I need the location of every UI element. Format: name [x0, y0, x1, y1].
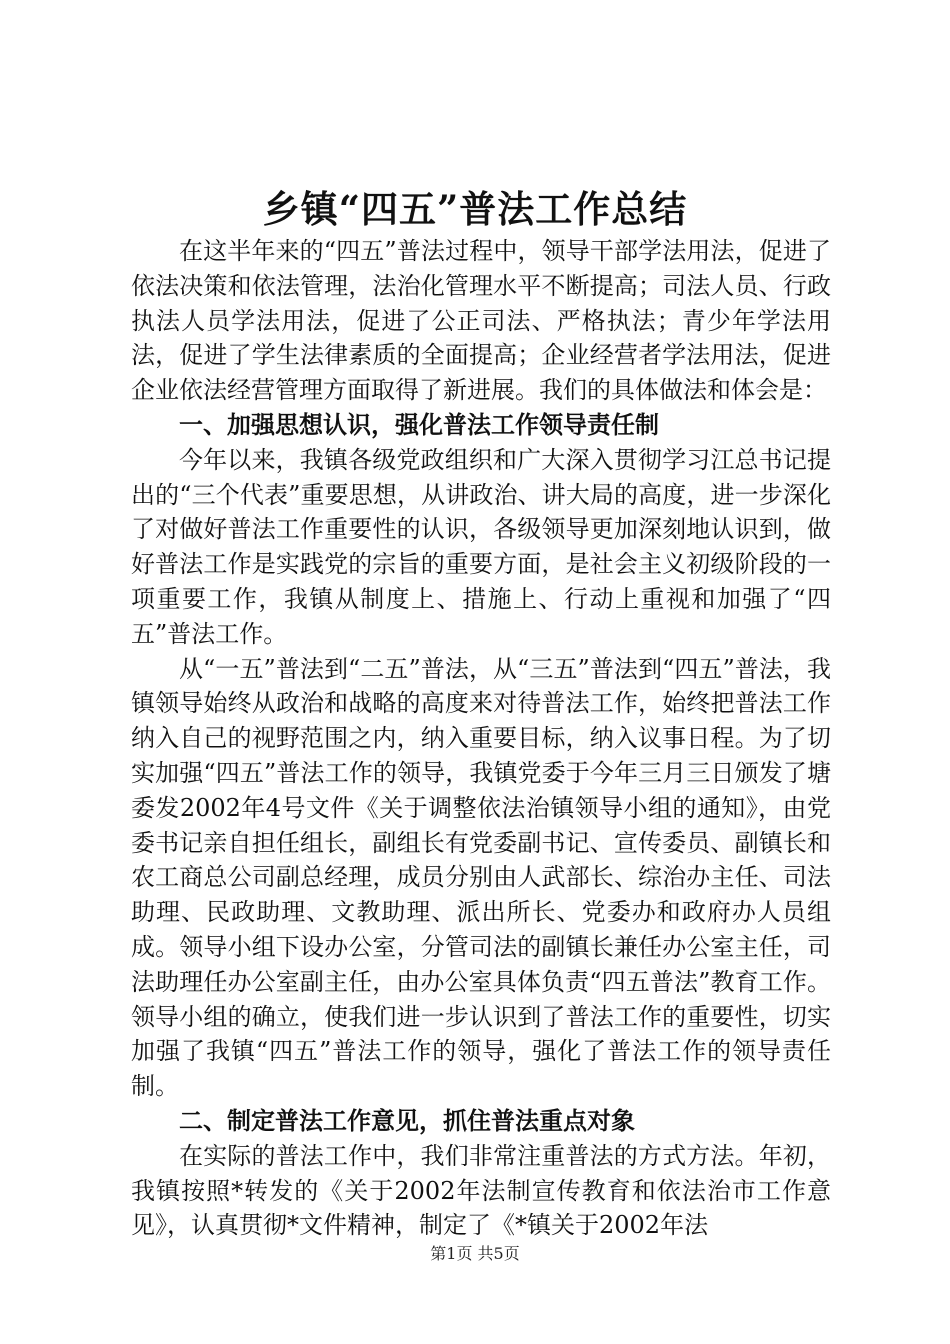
section-2-heading: 二、制定普法工作意见，抓住普法重点对象	[179, 1106, 635, 1135]
intro-paragraph: 在这半年来的“四五”普法过程中，领导干部学法用法，促进了依法决策和依法管理，法治化管理水平不断提高；司法人员、行政执法人员学法用法，促进了公正司法、严格执法；青少年学法用法，促进了学生法律素质的全面提高；企业经营者学法用法，促进企业依法经营管理方面取得了新进展。我们的具体做法和体会是：	[131, 237, 831, 405]
document-title: 乡镇“四五”普法工作总结	[262, 187, 688, 231]
section-2-paragraph-1: 在实际的普法工作中，我们非常注重普法的方式方法。年初，我镇按照*转发的《关于2002年法制宣传教育和依法治市工作意见》，认真贯彻*文件精神，制定了《*镇关于2002年法	[131, 1141, 831, 1240]
section-1-paragraph-2: 从“一五”普法到“二五”普法，从“三五”普法到“四五”普法，我镇领导始终从政治和战略的高度来对待普法工作，始终把普法工作纳入自己的视野范围之内，纳入重要目标，纳入议事日程。为了切实加强“四五”普法工作的领导，我镇党委于今年三月三日颁发了塘委发2002年4号文件《关于调整依法治镇领导小组的通知》，由党委书记亲自担任组长，副组长有党委副书记、宣传委员、副镇长和农工商总公司副总经理，成员分别由人武部长、综治办主任、司法助理、民政助理、文教助理、派出所长、党委办和政府办人员组成。领导小组下设办公室，分管司法的副镇长兼任办公室主任，司法助理任办公室副主任，由办公室具体负责“四五普法”教育工作。领导小组的确立，使我们进一步认识到了普法工作的重要性，切实加强了我镇“四五”普法工作的领导，强化了普法工作的领导责任制。	[131, 654, 831, 1101]
document-body	[131, 234, 831, 1243]
section-1-heading: 一、加强思想认识，强化普法工作领导责任制	[179, 410, 659, 439]
page-footer: 第1页 共5页	[430, 1244, 520, 1263]
section-1-paragraph-1: 今年以来，我镇各级党政组织和广大深入贯彻学习江总书记提出的“三个代表”重要思想，从讲政治、讲大局的高度，进一步深化了对做好普法工作重要性的认识，各级领导更加深刻地认识到，做好普法工作是实践党的宗旨的重要方面，是社会主义初级阶段的一项重要工作，我镇从制度上、措施上、行动上重视和加强了“四五”普法工作。	[131, 445, 831, 648]
